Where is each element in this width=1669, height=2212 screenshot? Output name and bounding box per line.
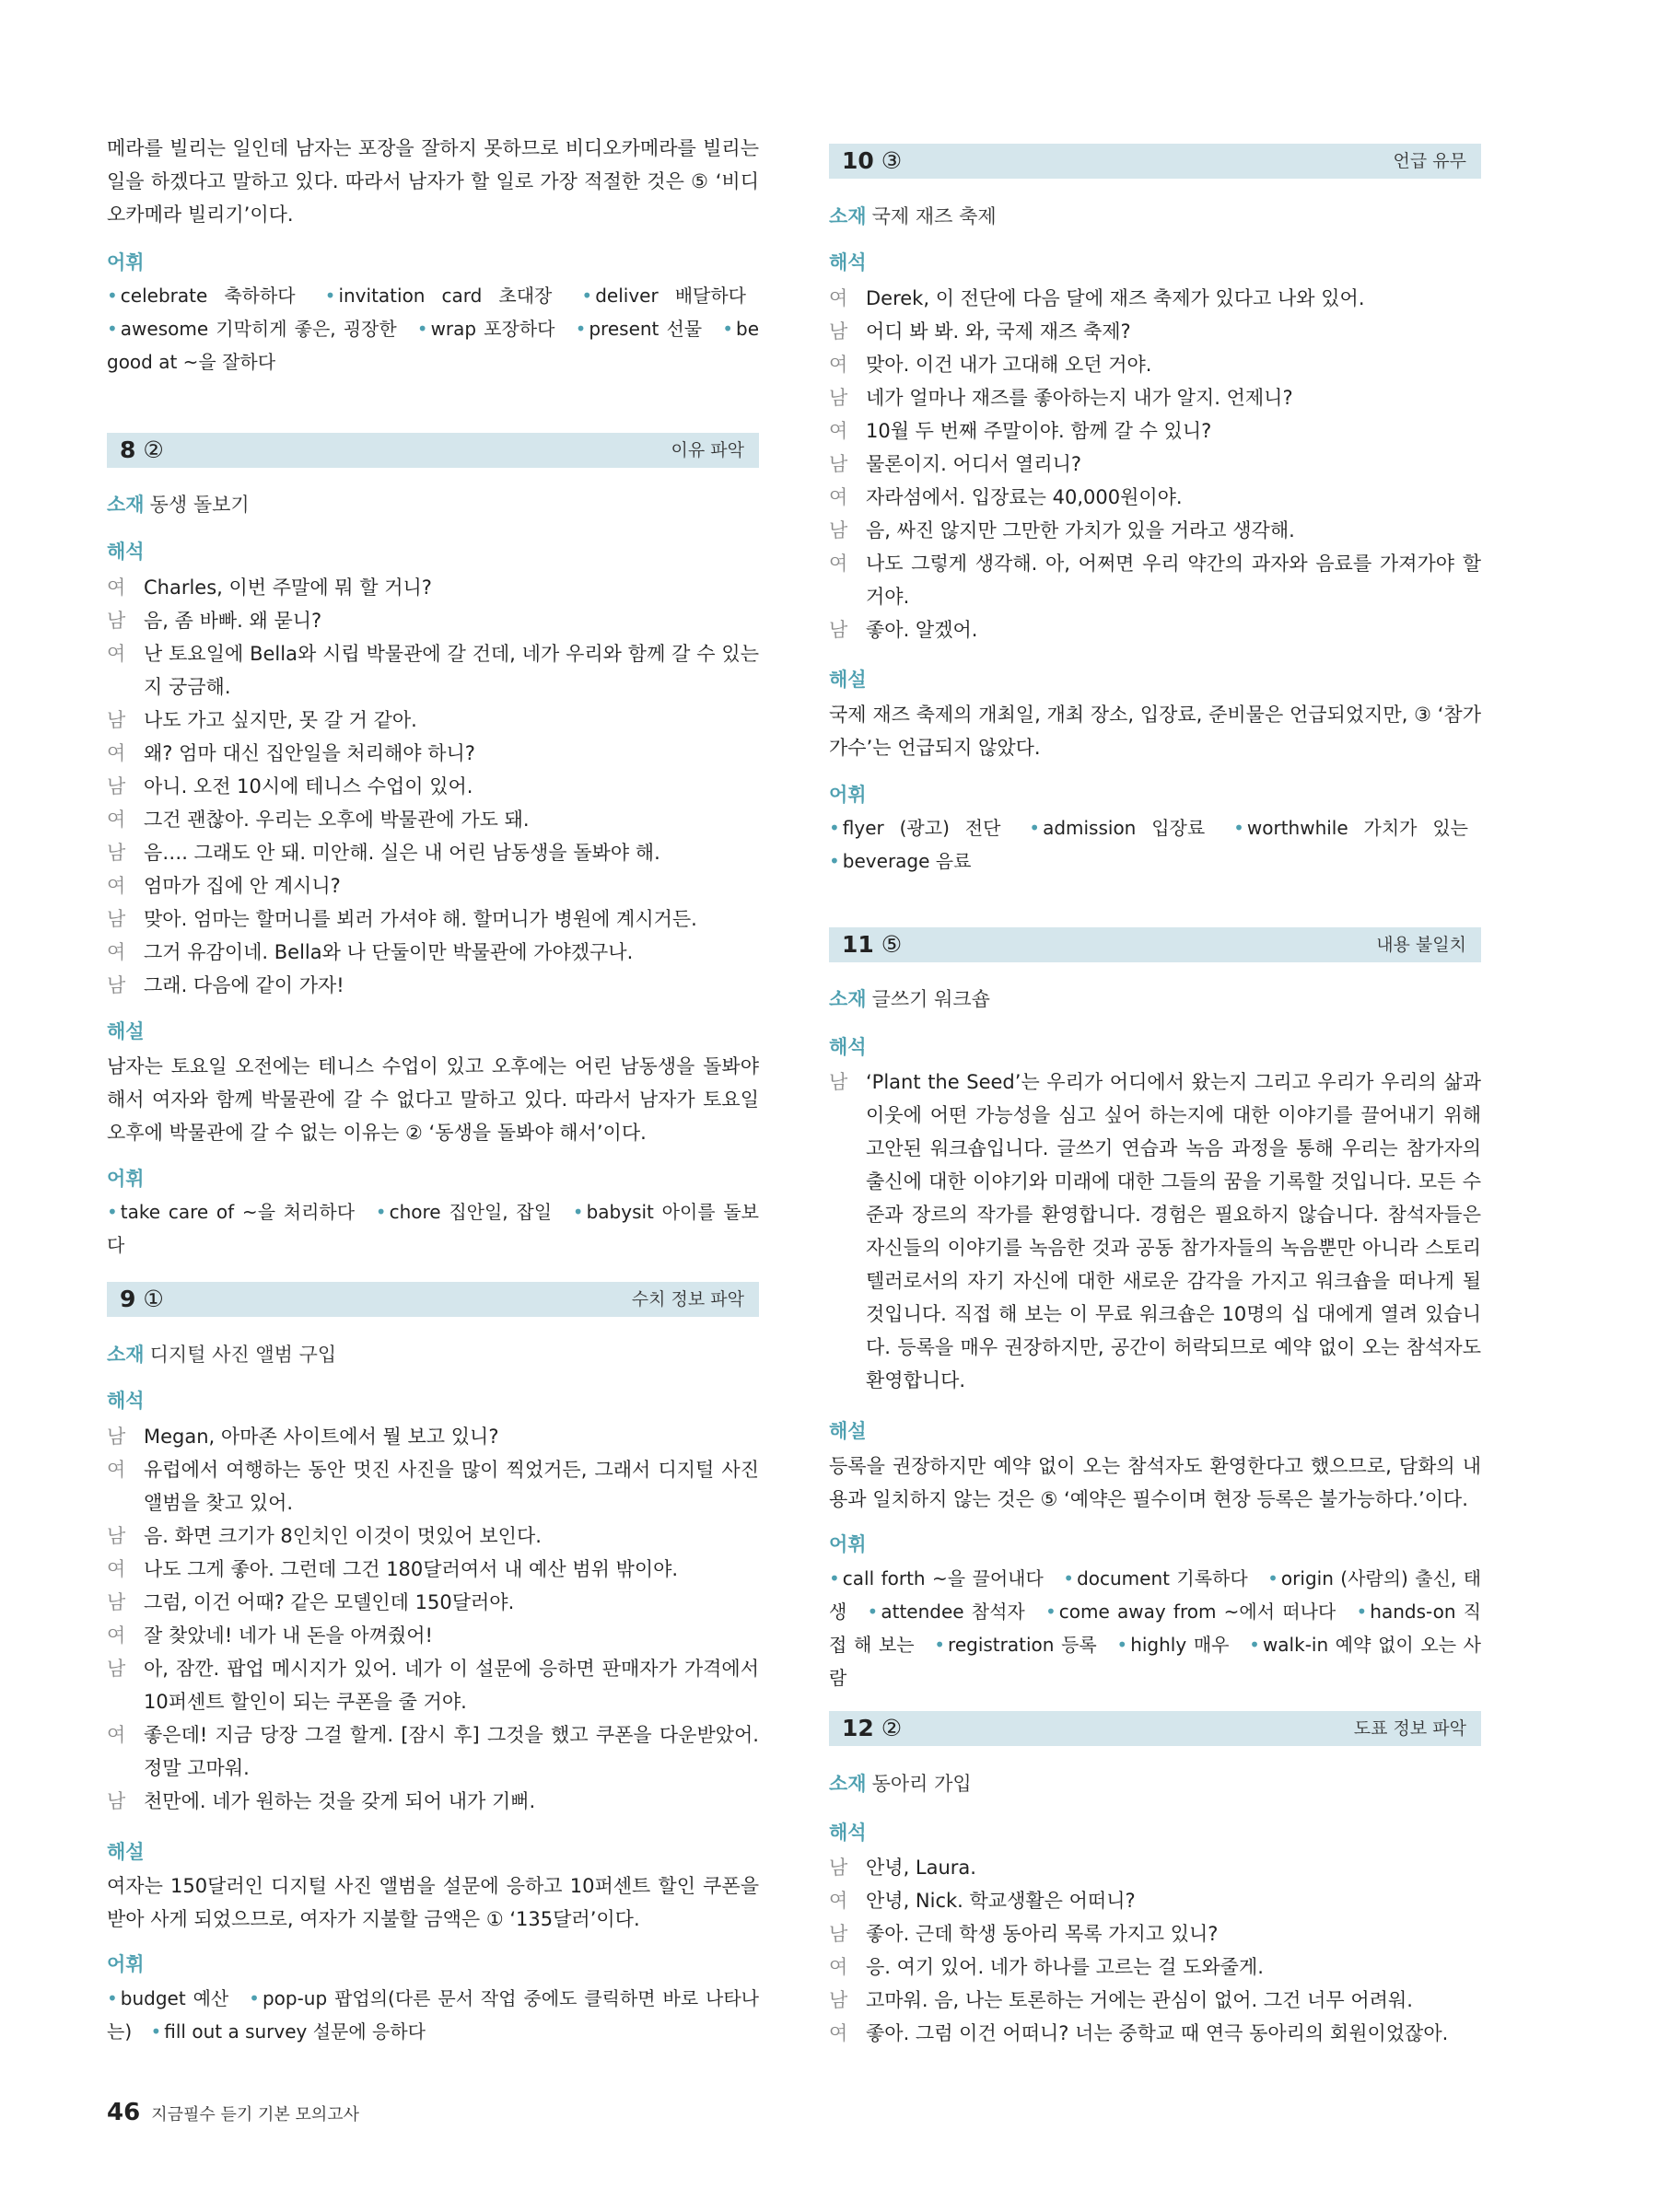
dialogue-line bbox=[829, 1851, 1481, 1884]
speaker-marker: 여 bbox=[107, 643, 126, 665]
explanation-text: 등록을 권장하지만 예약 없이 오는 참석자도 환영한다고 했으므로, 담화의 내용과 일치하지 않는 것은 ⑤ ‘예약은 필수이며 현장 등록은 불가능하다.’이다. bbox=[829, 1455, 1481, 1510]
dialogue-line bbox=[107, 1519, 759, 1553]
vocab-item: • origin (사람의) 출신, 태생 bbox=[829, 1567, 1482, 1623]
speaker-marker: 남 bbox=[107, 1426, 126, 1448]
speaker-marker: 여 bbox=[107, 1558, 126, 1580]
dialogue-q10 bbox=[829, 282, 1481, 646]
dialogue-text: 그래. 다음에 같이 가자! bbox=[144, 974, 344, 996]
dialogue-text: 아, 잠깐. 팝업 메시지가 있어. 네가 이 설문에 응하면 판매자가 가격에서 10퍼센트 할인이 되는 쿠폰을 줄 거야. bbox=[144, 1658, 759, 1713]
dialogue-line bbox=[829, 1065, 1481, 1397]
speaker-marker: 여 bbox=[829, 354, 848, 376]
speaker-marker: 여 bbox=[107, 1459, 126, 1481]
vocab-item: • call forth ~을 끌어내다 bbox=[829, 1567, 1044, 1589]
dialogue-line bbox=[107, 1785, 759, 1818]
dialogue-text: 그거 유감이네. Bella와 나 단둘이만 박물관에 가야겠구나. bbox=[144, 941, 634, 963]
dialogue-line bbox=[829, 1950, 1481, 1984]
vocab-item: • awesome 기막히게 좋은, 굉장한 bbox=[107, 318, 397, 340]
dialogue-line bbox=[829, 547, 1481, 613]
dialogue-line bbox=[107, 869, 759, 902]
vocab-label: 어휘 bbox=[107, 1168, 145, 1190]
question-number: 10 ③ bbox=[842, 147, 903, 174]
dialogue-line bbox=[107, 1553, 759, 1586]
speaker-marker: 남 bbox=[107, 908, 126, 930]
vocab-item: • worthwhile 가치가 있는 bbox=[1233, 817, 1469, 839]
page-number: 46 bbox=[107, 2099, 141, 2126]
dialogue-line bbox=[107, 1586, 759, 1619]
dialogue-line bbox=[107, 637, 759, 704]
vocab-item: • pop-up 팝업의(다른 문서 작업 중에도 클릭하면 바로 나타나는) bbox=[107, 1987, 759, 2043]
speaker-marker: 남 bbox=[107, 1658, 126, 1680]
dialogue-text: 10월 두 번째 주말이야. 함께 갈 수 있니? bbox=[866, 420, 1212, 442]
explanation-label: 해설 bbox=[829, 1420, 867, 1442]
speaker-marker: 남 bbox=[107, 1591, 126, 1613]
speaker-marker: 여 bbox=[107, 742, 126, 764]
dialogue-text: 나도 그렇게 생각해. 아, 어쩌면 우리 약간의 과자와 음료를 가져가야 할 거야. bbox=[866, 553, 1481, 608]
dialogue-text: 음…. 그래도 안 돼. 미안해. 실은 내 어린 남동생을 돌봐야 해. bbox=[144, 842, 660, 864]
dialogue-text: 물론이지. 어디서 열리니? bbox=[866, 453, 1082, 475]
explanation-text: 국제 재즈 축제의 개최일, 개최 장소, 입장료, 준비물은 언급되었지만, ③ ‘참가 가수’는 언급되지 않았다. bbox=[829, 704, 1481, 759]
speaker-marker: 여 bbox=[107, 576, 126, 599]
dialogue-line bbox=[107, 902, 759, 936]
vocab-label: 어휘 bbox=[107, 251, 145, 274]
dialogue-line bbox=[107, 571, 759, 604]
explanation-text: 남자는 토요일 오전에는 테니스 수업이 있고 오후에는 어린 남동생을 돌봐야 해서 여자와 함께 박물관에 갈 수 없다고 말하고 있다. 따라서 남자가 토요일 오후에 박물관에 갈 수 없는 이유는 ② ‘동생을 돌봐야 해서’이다. bbox=[107, 1055, 759, 1144]
speaker-marker: 남 bbox=[829, 1923, 848, 1945]
speaker-marker: 남 bbox=[107, 1525, 126, 1547]
dialogue-text: 천만에. 네가 원하는 것을 갖게 되어 내가 기뻐. bbox=[144, 1790, 536, 1812]
speaker-marker: 남 bbox=[107, 775, 126, 797]
speaker-marker: 여 bbox=[829, 1956, 848, 1978]
dialogue-text: Megan, 아마존 사이트에서 뭘 보고 있니? bbox=[144, 1426, 499, 1448]
dialogue-text: 아니. 오전 10시에 테니스 수업이 있어. bbox=[144, 775, 473, 797]
dialogue-text: ‘Plant the Seed’는 우리가 어디에서 왔는지 그리고 우리가 우리의 삶과 이웃에 어떤 가능성을 심고 싶어 하는지에 대한 이야기를 끌어내기 위해 고안된 워크숍입니다. 글쓰기 연습과 녹음 과정을 통해 우리는 참가자의 출신에 대한 이야기와 미래에 대한 그들의 꿈을 기록할 것입니다. 모든 수준과 장르의 작가를 환영합니다. 경험은 필요하지 않습니다. 참석자들은 자신들의 이야기를 녹음한 것과 공동 참가자들의 녹음뿐만 아니라 스토리텔러로서의 자기 자신에 대한 새로운 감각을 가지고 워크숍을 떠나게 될 것입니다. 직접 해 보는 이 무료 워크숍은 10명의 십 대에게 열려 있습니다. 등록을 매우 권장하지만, 공간이 허락되므로 예약 없이 오는 참석자도 환영합니다. bbox=[866, 1071, 1481, 1391]
dialogue-text: Charles, 이번 주말에 뭐 할 거니? bbox=[144, 576, 432, 599]
vocab-text bbox=[107, 279, 759, 378]
dialogue-text: 좋아. 근데 학생 동아리 목록 가지고 있니? bbox=[866, 1923, 1219, 1945]
speaker-marker: 남 bbox=[107, 974, 126, 996]
topic-line: 소재 동아리 가입 bbox=[829, 1773, 972, 1795]
dialogue-text: 좋아. 그럼 이건 어떠니? 너는 중학교 때 연극 동아리의 회원이었잖아. bbox=[866, 2022, 1449, 2044]
dialogue-text: 음, 싸진 않지만 그만한 가치가 있을 거라고 생각해. bbox=[866, 519, 1295, 541]
dialogue-line bbox=[107, 1718, 759, 1785]
dialogue-line bbox=[829, 2017, 1481, 2050]
dialogue-text: 맞아. 이건 내가 고대해 오던 거야. bbox=[866, 354, 1152, 376]
dialogue-q11 bbox=[829, 1065, 1481, 1397]
explanation-q11 bbox=[829, 1449, 1481, 1516]
dialogue-q9 bbox=[107, 1420, 759, 1818]
dialogue-text: 유럽에서 여행하는 동안 멋진 사진을 많이 찍었거든, 그래서 디지털 사진 앨범을 찾고 있어. bbox=[144, 1459, 759, 1514]
explanation-label: 해설 bbox=[107, 1841, 145, 1863]
explanation-q9 bbox=[107, 1869, 759, 1936]
topic-line: 소재 국제 재즈 축제 bbox=[829, 205, 997, 227]
vocab-list-q7 bbox=[107, 279, 759, 378]
speaker-marker: 여 bbox=[107, 941, 126, 963]
question-number: 12 ② bbox=[842, 1715, 903, 1741]
dialogue-line bbox=[829, 282, 1481, 315]
vocab-item: • invitation card 초대장 bbox=[324, 285, 553, 307]
vocab-item: • admission 입장료 bbox=[1029, 817, 1206, 839]
question-number: 11 ⑤ bbox=[842, 931, 903, 958]
explanation-text: 여자는 150달러인 디지털 사진 앨범을 설문에 응하고 10퍼센트 할인 쿠폰을 받아 사게 되었으므로, 여자가 지불할 금액은 ① ‘135달러’이다. bbox=[107, 1875, 759, 1930]
speaker-marker: 남 bbox=[107, 610, 126, 632]
question-number: 8 ② bbox=[120, 437, 164, 463]
speaker-marker: 여 bbox=[107, 1624, 126, 1647]
speaker-marker: 남 bbox=[829, 453, 848, 475]
vocab-item: • take care of ~을 처리하다 bbox=[107, 1201, 356, 1223]
dialogue-text: 안녕, Laura. bbox=[866, 1857, 976, 1879]
dialogue-text: 고마워. 음, 나는 토론하는 거에는 관심이 없어. 그건 너무 어려워. bbox=[866, 1989, 1413, 2011]
speaker-marker: 남 bbox=[829, 619, 848, 641]
explanation-label: 해설 bbox=[107, 1020, 145, 1042]
dialogue-line bbox=[107, 737, 759, 770]
dialogue-line bbox=[107, 969, 759, 1002]
vocab-label: 어휘 bbox=[829, 784, 867, 806]
question-type: 수치 정보 파악 bbox=[631, 1289, 744, 1310]
speaker-marker: 남 bbox=[829, 320, 848, 343]
vocab-item: • flyer (광고) 전단 bbox=[829, 817, 1001, 839]
speaker-marker: 여 bbox=[829, 2022, 848, 2044]
dialogue-q8 bbox=[107, 571, 759, 1002]
question-type: 내용 불일치 bbox=[1376, 935, 1466, 955]
vocab-item: • deliver 배달하다 bbox=[581, 285, 747, 307]
dialogue-line bbox=[829, 315, 1481, 348]
speaker-marker: 남 bbox=[107, 1790, 126, 1812]
dialogue-text: 난 토요일에 Bella와 시립 박물관에 갈 건데, 네가 우리와 함께 갈 수 있는지 궁금해. bbox=[144, 643, 759, 698]
dialogue-line bbox=[107, 803, 759, 836]
vocab-item: • attendee 참석자 bbox=[867, 1601, 1025, 1623]
dialogue-text: 안녕, Nick. 학교생활은 어떠니? bbox=[866, 1890, 1136, 1912]
intro-text: 메라를 빌리는 일인데 남자는 포장을 잘하지 못하므로 비디오카메라를 빌리는 일을 하겠다고 말하고 있다. 따라서 남자가 할 일로 가장 적절한 것은 ⑤ ‘비디오카메라 빌리기’이다. bbox=[107, 137, 759, 226]
vocab-item: • wrap 포장하다 bbox=[416, 318, 555, 340]
translation-label: 해석 bbox=[107, 1390, 145, 1412]
speaker-marker: 남 bbox=[107, 709, 126, 731]
dialogue-line bbox=[107, 770, 759, 803]
translation-label: 해석 bbox=[107, 541, 145, 563]
speaker-marker: 남 bbox=[829, 1857, 848, 1879]
question-header-11 bbox=[829, 927, 1481, 962]
dialogue-line bbox=[829, 348, 1481, 381]
page-footer bbox=[107, 2096, 359, 2132]
dialogue-line bbox=[107, 1420, 759, 1453]
dialogue-line bbox=[107, 1453, 759, 1519]
vocab-label: 어휘 bbox=[829, 1533, 867, 1555]
dialogue-text: 좋아. 알겠어. bbox=[866, 619, 978, 641]
dialogue-line bbox=[829, 448, 1481, 481]
dialogue-text: 음. 화면 크기가 8인치인 이것이 멋있어 보인다. bbox=[144, 1525, 542, 1547]
dialogue-text: 네가 얼마나 재즈를 좋아하는지 내가 알지. 언제니? bbox=[866, 387, 1293, 409]
intro-paragraph bbox=[107, 132, 759, 231]
speaker-marker: 남 bbox=[829, 519, 848, 541]
dialogue-line bbox=[829, 481, 1481, 514]
speaker-marker: 남 bbox=[829, 387, 848, 409]
speaker-marker: 남 bbox=[829, 1989, 848, 2011]
translation-label: 해석 bbox=[829, 1822, 867, 1844]
dialogue-text: 잘 찾았네! 네가 내 돈을 아껴줬어! bbox=[144, 1624, 433, 1647]
dialogue-text: 맞아. 엄마는 할머니를 뵈러 가셔야 해. 할머니가 병원에 계시거든. bbox=[144, 908, 697, 930]
dialogue-line bbox=[829, 613, 1481, 646]
vocab-item: • registration 등록 bbox=[934, 1634, 1097, 1656]
vocab-item: • come away from ~에서 떠나다 bbox=[1045, 1601, 1336, 1623]
book-title: 지금필수 듣기 기본 모의고사 bbox=[151, 2105, 360, 2125]
vocab-list-q11 bbox=[829, 1562, 1481, 1694]
speaker-marker: 여 bbox=[107, 1724, 126, 1746]
question-header-8 bbox=[107, 433, 759, 468]
topic-line: 소재 글쓰기 워크숍 bbox=[829, 988, 990, 1010]
vocab-item: • beverage 음료 bbox=[829, 850, 972, 872]
question-header-10 bbox=[829, 144, 1481, 179]
translation-label: 해석 bbox=[829, 1036, 867, 1058]
dialogue-line bbox=[829, 1984, 1481, 2017]
question-number: 9 ① bbox=[120, 1286, 164, 1312]
question-header-12 bbox=[829, 1711, 1481, 1746]
explanation-label: 해설 bbox=[829, 669, 867, 691]
explanation-q8 bbox=[107, 1050, 759, 1149]
speaker-marker: 여 bbox=[829, 420, 848, 442]
vocab-item: • fill out a survey 설문에 응하다 bbox=[150, 2020, 426, 2043]
dialogue-text: 왜? 엄마 대신 집안일을 처리해야 하니? bbox=[144, 742, 475, 764]
dialogue-line bbox=[107, 704, 759, 737]
dialogue-q12 bbox=[829, 1851, 1481, 2050]
dialogue-line bbox=[107, 936, 759, 969]
speaker-marker: 여 bbox=[107, 809, 126, 831]
dialogue-line bbox=[829, 1917, 1481, 1950]
dialogue-line bbox=[829, 514, 1481, 547]
dialogue-text: 엄마가 집에 안 계시니? bbox=[144, 875, 341, 897]
dialogue-line bbox=[107, 836, 759, 869]
speaker-marker: 남 bbox=[107, 842, 126, 864]
dialogue-line bbox=[829, 414, 1481, 448]
dialogue-text: 음, 좀 바빠. 왜 묻니? bbox=[144, 610, 322, 632]
dialogue-text: 응. 여기 있어. 네가 하나를 고르는 걸 도와줄게. bbox=[866, 1956, 1264, 1978]
speaker-marker: 여 bbox=[829, 486, 848, 508]
vocab-list-q9 bbox=[107, 1982, 759, 2048]
dialogue-text: 나도 가고 싶지만, 못 갈 거 같아. bbox=[144, 709, 417, 731]
dialogue-text: 나도 그게 좋아. 그런데 그건 180달러여서 내 예산 범위 밖이야. bbox=[144, 1558, 679, 1580]
vocab-item: • hands-on 직접 해 보는 bbox=[829, 1601, 1482, 1656]
dialogue-line bbox=[829, 1884, 1481, 1917]
vocab-item: • document 기록하다 bbox=[1063, 1567, 1248, 1589]
dialogue-text: Derek, 이 전단에 다음 달에 재즈 축제가 있다고 나와 있어. bbox=[866, 287, 1365, 309]
vocab-item: • highly 매우 bbox=[1116, 1634, 1230, 1656]
dialogue-text: 그럼, 이건 어때? 같은 모델인데 150달러야. bbox=[144, 1591, 515, 1613]
question-type: 이유 파악 bbox=[671, 440, 744, 460]
dialogue-line bbox=[107, 604, 759, 637]
speaker-marker: 남 bbox=[829, 1071, 848, 1093]
dialogue-text: 어디 봐 봐. 와, 국제 재즈 축제? bbox=[866, 320, 1131, 343]
dialogue-line bbox=[107, 1619, 759, 1652]
vocab-label: 어휘 bbox=[107, 1953, 145, 1975]
vocab-list-q8 bbox=[107, 1195, 759, 1262]
vocab-item: • chore 집안일, 잡일 bbox=[375, 1201, 553, 1223]
explanation-q10 bbox=[829, 698, 1481, 764]
question-type: 도표 정보 파악 bbox=[1353, 1718, 1466, 1739]
dialogue-text: 자라섬에서. 입장료는 40,000원이야. bbox=[866, 486, 1183, 508]
vocab-item: • budget 예산 bbox=[107, 1987, 229, 2009]
topic-line: 소재 동생 돌보기 bbox=[107, 494, 250, 516]
dialogue-line bbox=[107, 1652, 759, 1718]
vocab-list-q10 bbox=[829, 811, 1481, 878]
vocab-item: • be good at ~을 잘하다 bbox=[107, 318, 760, 373]
question-type: 언급 유무 bbox=[1393, 151, 1466, 171]
vocab-item: • celebrate 축하하다 bbox=[107, 285, 296, 307]
topic-line: 소재 디지털 사진 앨범 구입 bbox=[107, 1344, 337, 1366]
dialogue-text: 좋은데! 지금 당장 그걸 할게. [잠시 후] 그것을 했고 쿠폰을 다운받았어. 정말 고마워. bbox=[144, 1724, 759, 1779]
speaker-marker: 여 bbox=[829, 287, 848, 309]
dialogue-text: 그건 괜찮아. 우리는 오후에 박물관에 가도 돼. bbox=[144, 809, 530, 831]
speaker-marker: 여 bbox=[829, 553, 848, 575]
question-header-9 bbox=[107, 1282, 759, 1317]
speaker-marker: 여 bbox=[107, 875, 126, 897]
speaker-marker: 여 bbox=[829, 1890, 848, 1912]
dialogue-line bbox=[829, 381, 1481, 414]
vocab-item: • walk-in 예약 없이 오는 사람 bbox=[829, 1634, 1481, 1689]
translation-label: 해석 bbox=[829, 251, 867, 274]
vocab-item: • present 선물 bbox=[575, 318, 703, 340]
vocab-item: • babysit 아이를 돌보다 bbox=[107, 1201, 759, 1256]
